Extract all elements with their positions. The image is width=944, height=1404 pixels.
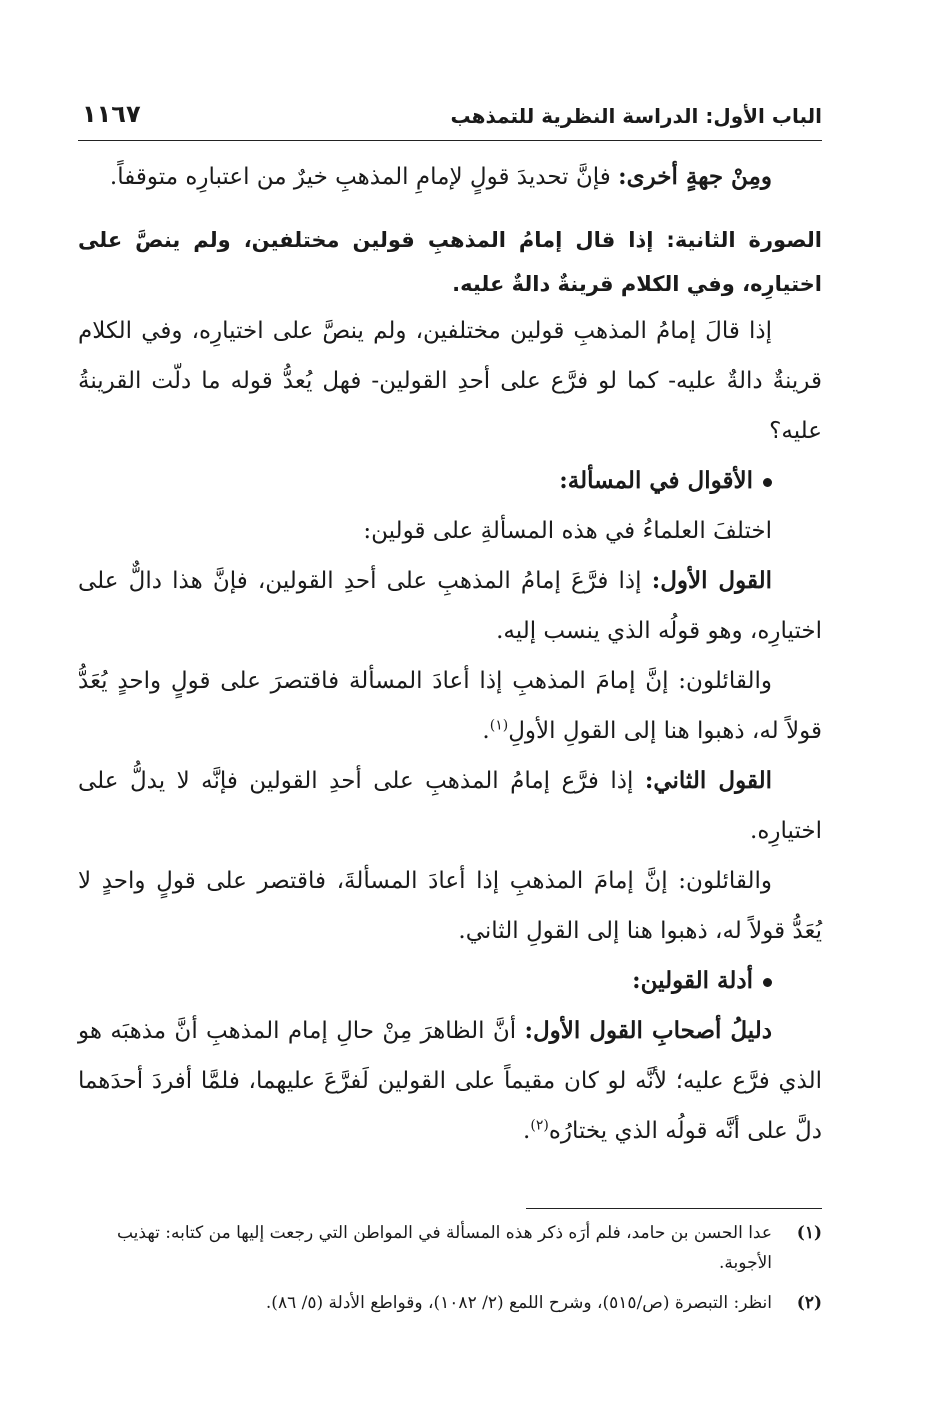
paragraph-text: أنَّ الظاهرَ مِنْ حالِ إمام المذهبِ أنَّ مذهبَه هو الذي فرَّع عليه؛ لأنَّه لو كان مقيماً على القولين لَفرَّعَ عليهما، فلمَّا أفردَ أحدَهما دلَّ على أنَّه قولُه الذي يختارُه — [78, 1018, 822, 1144]
paragraph-end: . — [523, 1118, 531, 1144]
main-text — [78, 152, 822, 1156]
footnote-number: (٢) — [796, 1293, 822, 1313]
paragraph-other-aspect — [78, 152, 822, 202]
paragraph-text: إذا فرَّعَ إمامُ المذهبِ على أحدِ القولين، فإنَّ هذا دالٌّ على اختيارِه، وهو قولُه الذي ينسب إليه. — [78, 568, 822, 644]
section-title-evidence — [78, 956, 772, 1006]
paragraph-label: القول الثاني: — [644, 767, 772, 794]
paragraph-text: إذا فرَّع إمامُ المذهبِ على أحدِ القولين فإنَّه لا يدلُّ على اختيارِه. — [78, 768, 822, 844]
paragraph-first-evidence — [78, 1006, 822, 1156]
paragraph-second-opinion-holders: والقائلون: إنَّ إمامَ المذهبِ إذا أعادَ المسألةَ، فاقتصر على قولٍ واحدٍ لا يُعَدُّ قولاً له، ذهبوا هنا إلى القولِ الثاني. — [78, 868, 822, 944]
section-title-text: الأقوال في المسألة: — [559, 467, 753, 494]
section-title-opinions — [78, 456, 772, 506]
footnote-divider — [526, 1208, 822, 1209]
paragraph-text: فإنَّ تحديدَ قولٍ لإمامِ المذهبِ خيرٌ من اعتبارِه متوقفاً. — [109, 164, 619, 190]
paragraph-question: إذا قالَ إمامُ المذهبِ قولين مختلفين، ولم ينصَّ على اختيارِه، وفي الكلام قرينةٌ دالةٌ عليه- كما لو فرَّع على أحدِ القولين- فهل يُعدُّ قوله ما دلّت القرينةُ عليه؟ — [78, 318, 822, 444]
paragraph-label: دليلُ أصحابِ القول الأول: — [524, 1017, 772, 1044]
footnote-item — [78, 1288, 822, 1318]
footnote-item — [78, 1218, 822, 1278]
footnote-marker: (١) — [489, 717, 509, 734]
bullet-icon — [763, 978, 772, 987]
section-heading-second-case: الصورة الثانية: إذا قال إمامُ المذهبِ قولين مختلفين، ولم ينصَّ على اختيارِه، وفي الكلام قرينةٌ دالةٌ عليه. — [78, 228, 822, 296]
paragraph-second-opinion — [78, 756, 822, 856]
footnote-number: (١) — [796, 1223, 822, 1243]
page-number: ١١٦٧ — [82, 100, 141, 128]
running-title: الباب الأول: الدراسة النظرية للتمذهب — [450, 104, 822, 128]
footnote-text: انظر: التبصرة (ص/٥١٥)، وشرح اللمع (٢/ ١٠٨٢)، وقواطع الأدلة (٥/ ٨٦). — [265, 1293, 772, 1313]
paragraph-first-opinion-holders — [78, 656, 822, 756]
paragraph-first-opinion — [78, 556, 822, 656]
footnotes — [78, 1218, 822, 1328]
book-page — [78, 100, 822, 1330]
section-title-text: أدلة القولين: — [632, 967, 753, 994]
paragraph-text: والقائلون: إنَّ إمامَ المذهبِ إذا أعادَ المسألة فاقتصرَ على قولٍ واحدٍ يُعَدُّ قولاً له، ذهبوا هنا إلى القولِ الأولِ — [78, 668, 822, 744]
paragraph-end: . — [482, 718, 490, 744]
page-header — [78, 100, 822, 141]
footnote-text: عدا الحسن بن حامد، فلم أرَه ذكر هذه المسألة في المواطن التي رجعت إليها من كتابه: تهذيب الأجوبة. — [116, 1223, 772, 1273]
footnote-marker: (٢) — [530, 1117, 549, 1134]
paragraph-label: القول الأول: — [651, 567, 772, 594]
paragraph-disagreement: اختلفَ العلماءُ في هذه المسألةِ على قولين: — [363, 518, 772, 544]
bullet-icon — [763, 478, 772, 487]
paragraph-label: ومِنْ جهةٍ أخرى: — [618, 163, 772, 190]
